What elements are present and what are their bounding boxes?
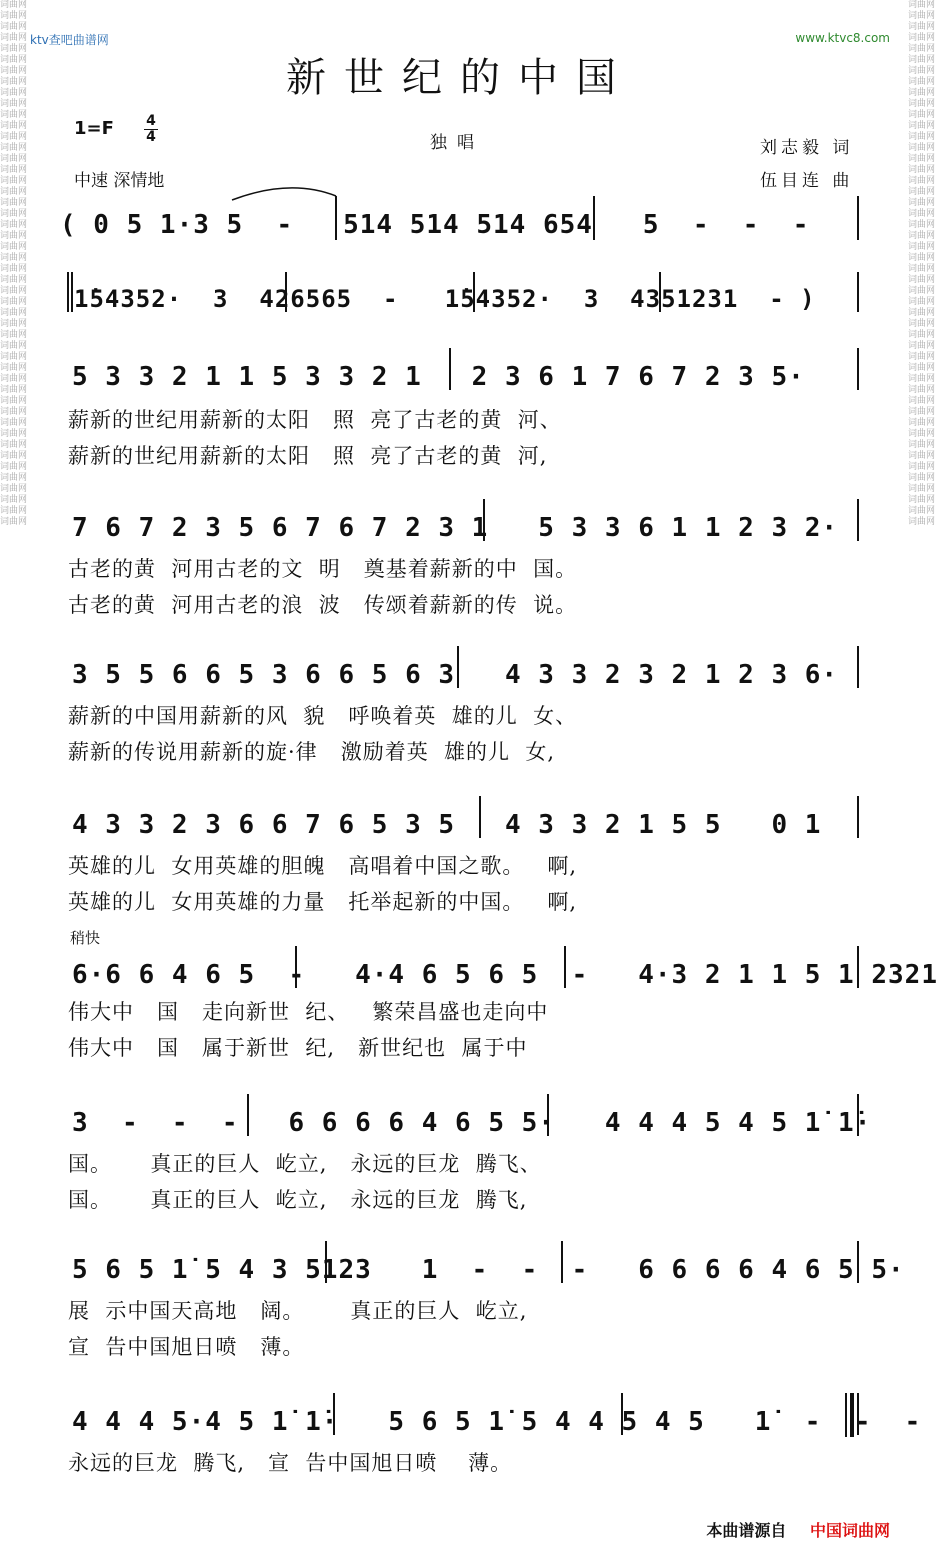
time-numerator: 4 [144,114,158,130]
key-label: 1=F [74,118,114,139]
intro-line-1: ( 0 5 1·3 5 - 514 514 514 654 5 - - - [60,210,810,240]
lyric-line: 永远的巨龙 腾飞, 宣 告中国旭日喷 薄。 [68,1451,513,1475]
lyric-line: 国。 真正的巨人 屹立, 永远的巨龙 腾飞、 [68,1152,542,1176]
footer-site: 中国词曲网 [809,1521,890,1540]
notation-line: 3 5 5 6 6 5 3 6 6 5 6 3 4 3 3 2 3 2 1 2 3 6· [72,660,839,690]
notation-line: 7 6 7 2 3 5 6 7 6 7 2 3 1 5 3 3 6 1 1 2 3 2· [72,513,839,543]
notation-line: 5 3 3 2 1 1 5 3 3 2 1 2 3 6 1 7 6 7 2 3 5· [72,362,805,392]
footer-source: 本曲谱源自 [706,1521,787,1540]
watermark-left: ktv查吧曲谱网 [30,33,109,47]
lyric-line: 薪新的世纪用薪新的太阳 照 亮了古老的黄 河, [68,444,548,468]
watermark-right: www.ktvc8.com [795,31,890,45]
side-watermark-left: 词曲网 词曲网 词曲网 词曲网 词曲网 词曲网 词曲网 词曲网 词曲网 词曲网 词曲网 词曲网 词曲网 词曲网 词曲网 词曲网 词曲网 词曲网 词曲网 词曲网 词曲网 词曲网 词曲网 词曲网 词曲网 词曲网 词曲网 词曲网 词曲网 词曲网 词曲网 词曲网 词曲网 词曲网 词曲网 词曲网 词曲网 词曲网 词曲网 词曲网 词曲网 词曲网 词曲网 词曲网 词曲网 词曲网 词曲网 词曲网 [0,0,28,527]
lyric-line: 薪新的中国用薪新的风 貌 呼唤着英 雄的儿 女、 [68,704,578,728]
lyric-line: 古老的黄 河用古老的文 明 奠基着薪新的中 国。 [68,557,578,581]
notation-line: 3 - - - 6 6 6 6 4 6 5 5· 4 4 4 5 4 5 1̇ 1̇· [72,1108,872,1138]
lyric-line: 展 示中国天高地 阔。 真正的巨人 屹立, [68,1299,528,1323]
lyric-line: 宣 告中国旭日喷 薄。 [68,1335,305,1359]
tie-arc [232,188,336,200]
side-watermark-right: 词曲网 词曲网 词曲网 词曲网 词曲网 词曲网 词曲网 词曲网 词曲网 词曲网 词曲网 词曲网 词曲网 词曲网 词曲网 词曲网 词曲网 词曲网 词曲网 词曲网 词曲网 词曲网 词曲网 词曲网 词曲网 词曲网 词曲网 词曲网 词曲网 词曲网 词曲网 词曲网 词曲网 词曲网 词曲网 词曲网 词曲网 词曲网 词曲网 词曲网 词曲网 词曲网 词曲网 词曲网 词曲网 词曲网 词曲网 词曲网 [908,0,936,527]
song-title: 新世纪的中国 [286,55,634,101]
lyric-line: 英雄的儿 女用英雄的胆魄 高唱着中国之歌。 啊, [68,854,578,878]
lyric-line: 薪新的世纪用薪新的太阳 照 亮了古老的黄 河、 [68,408,562,432]
notation-line: 6·6 6 4 6 5 - 4·4 6 5 6 5 - 4·3 2 1 1 5 1 2321 [72,960,938,990]
composer-credit: 伍目连 曲 [760,171,854,191]
notation-line: 4 4 4 5·4 5 1̇ 1̇· 5 6 5 1̇ 5 4 4 5 4 5 1̇ - - - [72,1407,922,1437]
lyric-line: 国。 真正的巨人 屹立, 永远的巨龙 腾飞, [68,1188,528,1212]
tempo-change-marker: 稍快 [70,929,101,947]
lyric-line: 伟大中 国 属于新世 纪, 新世纪也 属于中 [68,1036,528,1060]
intro-line-2: 1̇54352· 3 426565 - 1̇54352· 3 4351231 - ) [74,285,816,313]
lyric-line: 薪新的传说用薪新的旋·律 激励着英 雄的儿 女, [68,740,556,764]
lyric-line: 伟大中 国 走向新世 纪、 繁荣昌盛也走向中 [68,1000,549,1024]
footer [706,1518,890,1541]
lyric-line: 古老的黄 河用古老的浪 波 传颂着薪新的传 说。 [68,593,578,617]
lyricist-credit: 刘志毅 词 [760,138,854,158]
notation-line: 5 6 5 1̇ 5 4 3 5123 1 - - - 6 6 6 6 4 6 5 5· [72,1255,905,1285]
time-denominator: 4 [146,129,156,145]
tempo-marking: 中速 深情地 [74,171,165,191]
performance-label: 独唱 [430,133,484,153]
lyric-line: 英雄的儿 女用英雄的力量 托举起新的中国。 啊, [68,890,578,914]
notation-line: 4 3 3 2 3 6 6 7 6 5 3 5 4 3 3 2 1 5 5 0 1 [72,810,822,840]
